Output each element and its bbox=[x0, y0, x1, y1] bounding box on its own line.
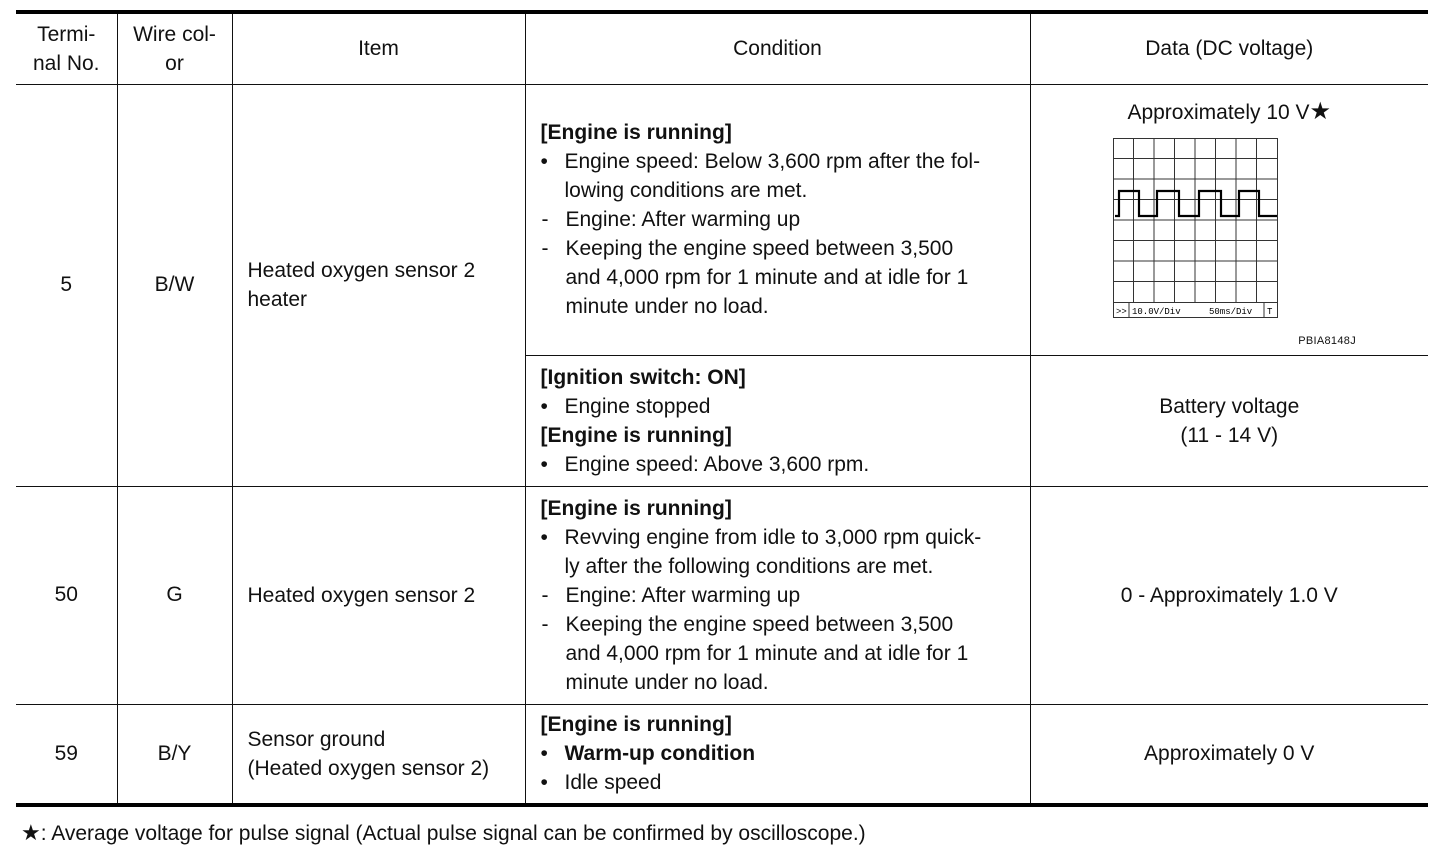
condition-title: [Ignition switch: ON] bbox=[540, 365, 746, 389]
table-row bbox=[16, 84, 1428, 355]
terminal-number: 59 bbox=[16, 704, 117, 805]
table-row bbox=[16, 486, 1428, 704]
condition-line: - Keeping the engine speed between 3,500 and 4,000 rpm for 1 minute and at idle for 1 minute under no load. bbox=[541, 612, 969, 694]
data-value: Battery voltage (11 - 14 V) bbox=[1030, 355, 1428, 486]
data-cell bbox=[1030, 84, 1428, 355]
terminal-spec-table bbox=[16, 10, 1428, 807]
scope-volt-div: 10.0V/Div bbox=[1131, 307, 1181, 317]
condition-line: - Keeping the engine speed between 3,500 and 4,000 rpm for 1 minute and at idle for 1 minute under no load. bbox=[541, 237, 969, 318]
condition-title: [Engine is running] bbox=[540, 121, 732, 144]
header-condition: Condition bbox=[525, 12, 1030, 84]
condition-line: • Idle speed bbox=[540, 771, 662, 795]
data-value: Approximately 0 V bbox=[1030, 704, 1428, 805]
wire-color: G bbox=[117, 486, 232, 704]
condition-line: - Engine: After warming up bbox=[541, 583, 801, 607]
scope-trigger-marker: T bbox=[1266, 307, 1272, 317]
condition-cell bbox=[525, 704, 1030, 805]
condition-line: • Engine speed: Below 3,600 rpm after the fol- lowing conditions are met. bbox=[540, 150, 981, 202]
pulse-trace bbox=[1115, 191, 1277, 216]
footnote bbox=[21, 820, 866, 846]
terminal-number: 5 bbox=[16, 84, 117, 486]
wire-color: B/Y bbox=[117, 704, 232, 805]
condition-line: - Engine: After warming up bbox=[541, 208, 801, 231]
wire-color: B/W bbox=[117, 84, 232, 486]
header-data: Data (DC voltage) bbox=[1030, 12, 1428, 84]
table-row bbox=[16, 704, 1428, 805]
item-name: Heated oxygen sensor 2 heater bbox=[232, 84, 525, 486]
header-row bbox=[16, 12, 1428, 84]
header-terminal: Termi- nal No. bbox=[16, 12, 117, 84]
data-value: Approximately 10 V★ bbox=[1127, 98, 1332, 125]
star-icon: ★ bbox=[1309, 98, 1332, 125]
header-wire-color: Wire col- or bbox=[117, 12, 232, 84]
terminal-number: 50 bbox=[16, 486, 117, 704]
item-name: Heated oxygen sensor 2 bbox=[232, 486, 525, 704]
header-item: Item bbox=[232, 12, 525, 84]
condition-cell bbox=[525, 84, 1030, 355]
condition-line: • Warm-up condition bbox=[540, 742, 756, 766]
item-name: Sensor ground (Heated oxygen sensor 2) bbox=[232, 704, 525, 805]
condition-cell bbox=[525, 355, 1030, 486]
star-icon: ★ bbox=[21, 820, 41, 845]
footnote-text: : Average voltage for pulse signal (Actual pulse signal can be confirmed by oscilloscope.) bbox=[40, 822, 866, 845]
condition-line: • Engine stopped bbox=[540, 394, 711, 418]
condition-cell bbox=[525, 486, 1030, 704]
condition-title: [Engine is running] bbox=[540, 713, 732, 737]
figure-code: PBIA8148J bbox=[1298, 335, 1356, 347]
condition-line: • Revving engine from idle to 3,000 rpm quick- ly after the following conditions are met. bbox=[540, 525, 982, 578]
condition-title: [Engine is running] bbox=[540, 496, 732, 520]
scope-left-marker: >> bbox=[1115, 307, 1127, 317]
condition-title: [Engine is running] bbox=[540, 423, 732, 447]
data-value: 0 - Approximately 1.0 V bbox=[1030, 486, 1428, 704]
scope-time-div: 50ms/Div bbox=[1208, 307, 1252, 317]
oscilloscope-waveform bbox=[1113, 138, 1279, 320]
condition-line: • Engine speed: Above 3,600 rpm. bbox=[540, 452, 870, 476]
